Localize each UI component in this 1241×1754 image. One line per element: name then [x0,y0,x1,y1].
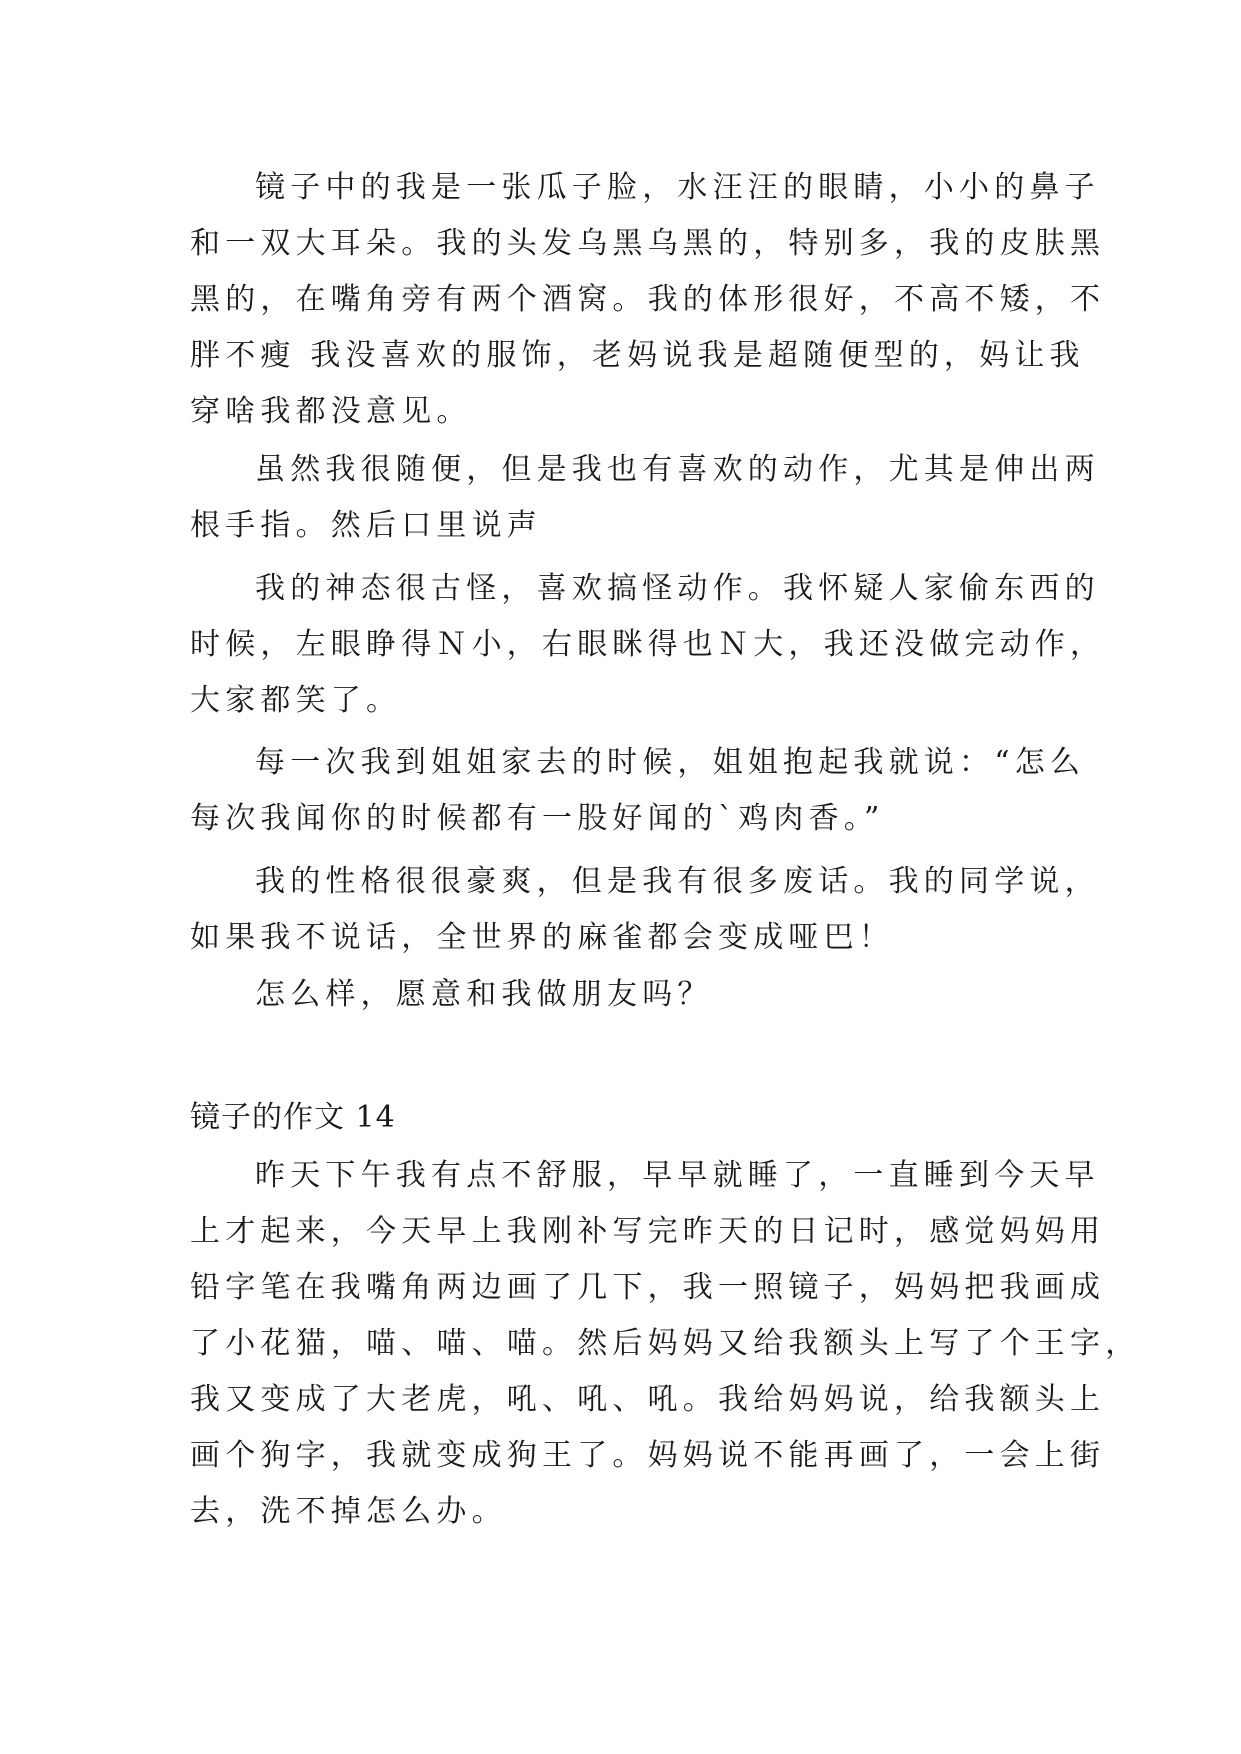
text-line: 时候，左眼睁得Ｎ小，右眼眯得也Ｎ大，我还没做完动作， [190,627,1106,662]
text-line: 胖不瘦 我没喜欢的服饰，老妈说我是超随便型的，妈让我 [190,338,1085,373]
text-line: 上才起来，今天早上我刚补写完昨天的日记时，感觉妈妈用 [190,1214,1106,1249]
text-line: 昨天下午我有点不舒服，早早就睡了，一直睡到今天早 [255,1158,1100,1193]
text-line: 镜子中的我是一张瓜子脸，水汪汪的眼睛，小小的鼻子 [255,170,1100,205]
text-line: 铅字笔在我嘴角两边画了几下，我一照镜子，妈妈把我画成 [190,1270,1106,1305]
text-line: 怎么样，愿意和我做朋友吗？ [255,977,713,1012]
text-line: 大家都笑了。 [190,683,402,718]
section-title: 镜子的作文 14 [190,1100,396,1135]
text-line: 了小花猫，喵、喵、喵。然后妈妈又给我额头上写了个王字， [190,1326,1141,1361]
text-line: 我又变成了大老虎，吼、吼、吼。我给妈妈说，给我额头上 [190,1382,1106,1417]
text-line: 如果我不说话，全世界的麻雀都会变成哑巴！ [190,920,894,955]
text-line: 每次我闻你的时候都有一股好闻的`鸡肉香。” [190,801,885,836]
text-line: 去，洗不掉怎么办。 [190,1494,507,1529]
text-line: 黑的，在嘴角旁有两个酒窝。我的体形很好，不高不矮，不 [190,282,1106,317]
text-line: 每一次我到姐姐家去的时候，姐姐抱起我就说：“怎么 [255,745,1086,780]
text-line: 我的神态很古怪，喜欢搞怪动作。我怀疑人家偷东西的 [255,571,1100,606]
text-line: 根手指。然后口里说声 [190,508,542,543]
text-line: 和一双大耳朵。我的头发乌黑乌黑的，特别多，我的皮肤黑 [190,226,1106,261]
text-line: 穿啥我都没意见。 [190,394,472,429]
text-line: 虽然我很随便，但是我也有喜欢的动作，尤其是伸出两 [255,452,1100,487]
text-line: 我的性格很很豪爽，但是我有很多废话。我的同学说， [255,864,1100,899]
text-line: 画个狗字，我就变成狗王了。妈妈说不能再画了，一会上街 [190,1438,1106,1473]
